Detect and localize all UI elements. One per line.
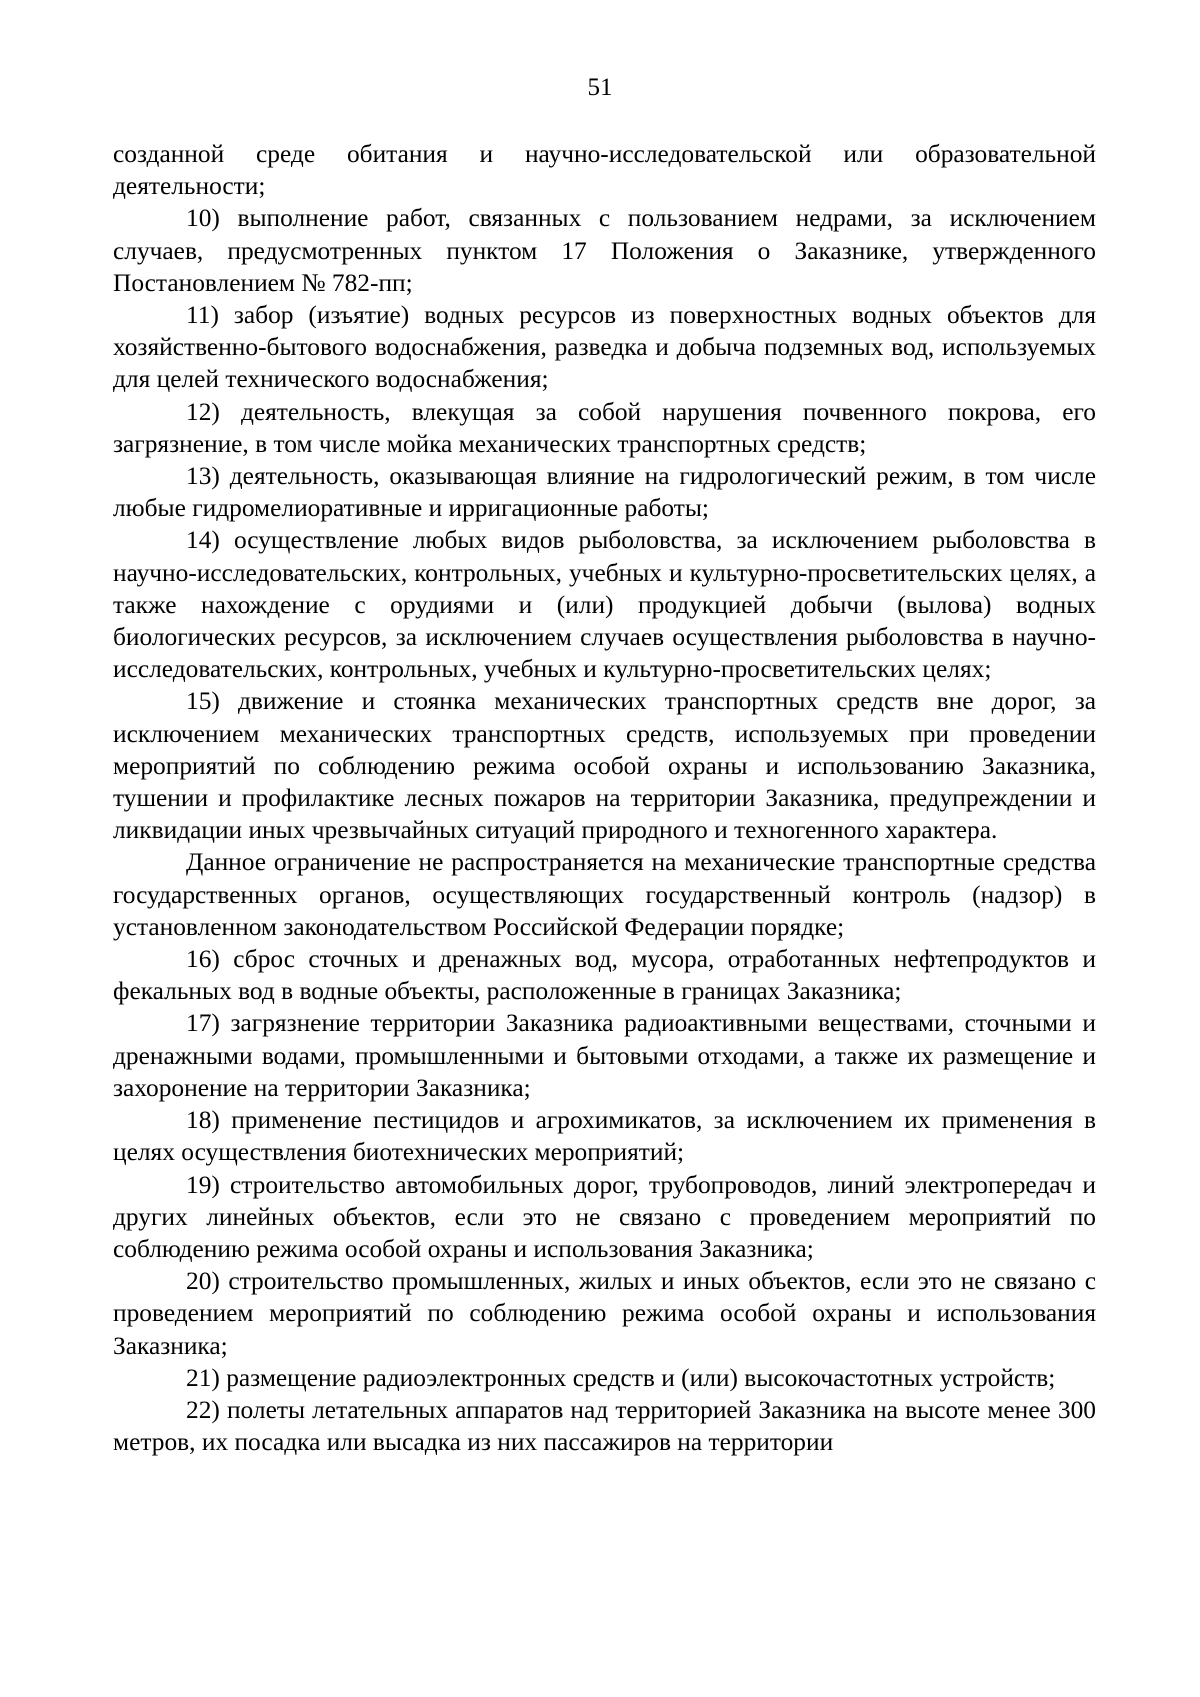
list-item-10: 10) выполнение работ, связанных с пользованием недрами, за исключением случаев, предусмотренных пунктом 17 Положения о Заказнике, утвержденного Постановлением № 782-пп;	[113, 204, 1096, 297]
document-body	[113, 138, 1096, 1458]
list-item-13: 13) деятельность, оказывающая влияние на гидрологический режим, в том числе любые гидромелиоративные и ирригационные работы;	[113, 462, 1096, 523]
list-item-19: 19) строительство автомобильных дорог, трубопроводов, линий электропередач и других линейных объектов, если это не связано с проведением мероприятий по соблюдению режима особой охраны и использования Заказника;	[113, 1170, 1096, 1263]
paragraph: созданной среде обитания и научно-исследовательской или образовательной деятельности;	[113, 140, 1096, 201]
list-item-14: 14) осуществление любых видов рыболовства, за исключением рыболовства в научно-исследовательских, контрольных, учебных и культурно-просветительских целях, а также нахождение с орудиями и (или) продукцией добычи (вылова) водных биологических ресурсов, за исключением случаев осуществления рыболовства в научно-исследовательских, контрольных, учебных и культурно-просветительских целях;	[113, 526, 1096, 684]
list-item-17: 17) загрязнение территории Заказника радиоактивными веществами, сточными и дренажными водами, промышленными и бытовыми отходами, а также их размещение и захоронение на территории Заказника;	[113, 1009, 1096, 1102]
list-item-21: 21) размещение радиоэлектронных средств и (или) высокочастотных устройств;	[186, 1363, 1056, 1392]
page-number: 51	[587, 74, 613, 101]
list-item-22: 22) полеты летательных аппаратов над территорией Заказника на высоте менее 300 метров, их посадка или высадка из них пассажиров на территории	[113, 1395, 1096, 1457]
list-item-12: 12) деятельность, влекущая за собой нарушения почвенного покрова, его загрязнение, в том числе мойка механических транспортных средств;	[113, 397, 1096, 458]
list-item-16: 16) сброс сточных и дренажных вод, мусора, отработанных нефтепродуктов и фекальных вод в водные объекты, расположенные в границах Заказника;	[113, 945, 1096, 1006]
paragraph-note: Данное ограничение не распространяется на механические транспортные средства государственных органов, осуществляющих государственный контроль (надзор) в установленном законодательством Российской Федерации порядке;	[113, 848, 1096, 941]
list-item-20: 20) строительство промышленных, жилых и иных объектов, если это не связано с проведением мероприятий по соблюдению режима особой охраны и использования Заказника;	[113, 1267, 1096, 1360]
list-item-15: 15) движение и стоянка механических транспортных средств вне дорог, за исключением механических транспортных средств, используемых при проведении мероприятий по соблюдению режима особой охраны и использованию Заказника, тушении и профилактике лесных пожаров на территории Заказника, предупреждении и ликвидации иных чрезвычайных ситуаций природного и техногенного характера.	[113, 687, 1096, 845]
list-item-11: 11) забор (изъятие) водных ресурсов из поверхностных водных объектов для хозяйственно-бытового водоснабжения, разведка и добыча подземных вод, используемых для целей технического водоснабжения;	[113, 301, 1096, 394]
list-item-18: 18) применение пестицидов и агрохимикатов, за исключением их применения в целях осуществления биотехнических мероприятий;	[113, 1106, 1096, 1167]
